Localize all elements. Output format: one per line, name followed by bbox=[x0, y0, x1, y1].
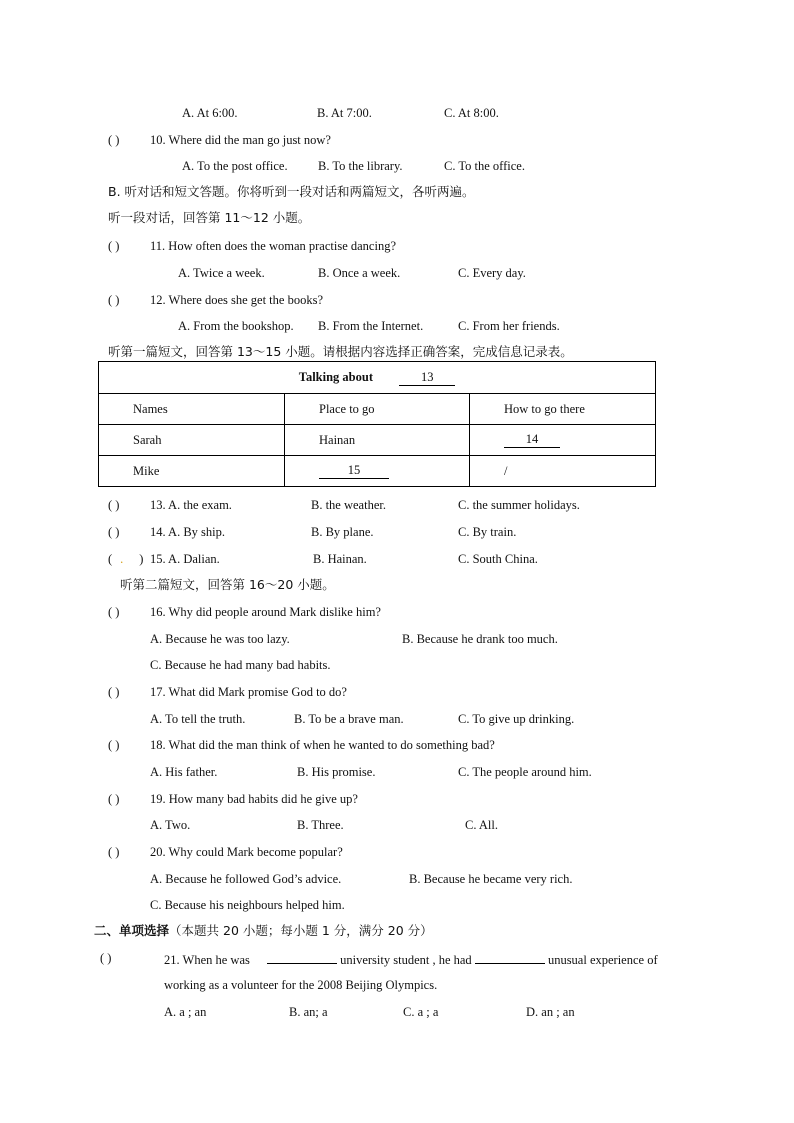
q21-part2: university student , he had bbox=[340, 953, 472, 967]
q19-option-b: B. Three. bbox=[297, 818, 344, 832]
q19-stem: 19. How many bad habits did he give up? bbox=[150, 792, 358, 806]
passage2-intro: 听第二篇短文，回答第 16～20 小题。 bbox=[120, 577, 335, 592]
table-title-blank: 13 bbox=[399, 370, 455, 386]
q20-option-c: C. Because his neighbours helped him. bbox=[150, 898, 345, 912]
q17-option-c: C. To give up drinking. bbox=[458, 712, 575, 726]
q10-option-a: A. To the post office. bbox=[182, 159, 288, 173]
q21-part3: unusual experience of bbox=[547, 953, 658, 967]
q18-option-a: A. His father. bbox=[150, 765, 218, 779]
q11-option-a: A. Twice a week. bbox=[178, 266, 265, 280]
q17-option-a: A. To tell the truth. bbox=[150, 712, 246, 726]
info-record-table bbox=[98, 361, 656, 487]
q11-option-b: B. Once a week. bbox=[318, 266, 401, 280]
q18-option-c: C. The people around him. bbox=[458, 765, 592, 779]
table-title-cell bbox=[99, 362, 656, 394]
q17-option-b: B. To be a brave man. bbox=[294, 712, 404, 726]
q14-option-a: 14. A. By ship. bbox=[150, 525, 226, 539]
q12-option-b: B. From the Internet. bbox=[318, 319, 424, 333]
section2-title: 二、单项选择 bbox=[94, 923, 170, 938]
q12-option-a: A. From the bookshop. bbox=[178, 319, 294, 333]
blank-15: 15 bbox=[319, 463, 389, 479]
q10-answer-blank: ( ) bbox=[108, 133, 120, 147]
row-sarah-name: Sarah bbox=[99, 425, 285, 456]
q19-option-c: C. All. bbox=[465, 818, 498, 832]
q20-option-a: A. Because he followed God’s advice. bbox=[150, 872, 342, 886]
q18-stem: 18. What did the man think of when he wanted to do something bad? bbox=[150, 738, 495, 752]
row-mike-place bbox=[285, 456, 470, 487]
passage1-intro: 听第一篇短文，回答第 13～15 小题。请根据内容选择正确答案，完成信息记录表。 bbox=[108, 344, 573, 359]
q14-option-c: C. By train. bbox=[458, 525, 517, 539]
row-mike-name: Mike bbox=[99, 456, 285, 487]
q21-stem bbox=[164, 950, 658, 968]
q13-option-b: B. the weather. bbox=[311, 498, 386, 512]
header-names: Names bbox=[99, 394, 285, 425]
q13-option-c: C. the summer holidays. bbox=[458, 498, 580, 512]
q10-option-c: C. To the office. bbox=[444, 159, 525, 173]
q12-option-c: C. From her friends. bbox=[458, 319, 560, 333]
q16-option-c: C. Because he had many bad habits. bbox=[150, 658, 331, 672]
q19-answer-blank: ( ) bbox=[108, 792, 120, 806]
q14-option-b: B. By plane. bbox=[311, 525, 374, 539]
q15-answer-blank bbox=[108, 551, 143, 567]
q9-option-b: B. At 7:00. bbox=[317, 106, 372, 120]
q21-option-b: B. an; a bbox=[289, 1005, 328, 1019]
q16-option-b: B. Because he drank too much. bbox=[402, 632, 558, 646]
q11-option-c: C. Every day. bbox=[458, 266, 526, 280]
q11-answer-blank: ( ) bbox=[108, 239, 120, 253]
q21-blank-1 bbox=[267, 950, 337, 964]
row-sarah-how bbox=[470, 425, 656, 456]
q19-option-a: A. Two. bbox=[150, 818, 191, 832]
q20-stem: 20. Why could Mark become popular? bbox=[150, 845, 343, 859]
q15-paren-open: ( bbox=[108, 552, 113, 566]
q21-option-a: A. a ; an bbox=[164, 1005, 207, 1019]
q12-answer-blank: ( ) bbox=[108, 293, 120, 307]
q14-answer-blank: ( ) bbox=[108, 525, 120, 539]
q18-answer-blank: ( ) bbox=[108, 738, 120, 752]
q15-dot-mark: . bbox=[120, 552, 124, 566]
q11-stem: 11. How often does the woman practise dancing? bbox=[150, 239, 396, 253]
q10-stem: 10. Where did the man go just now? bbox=[150, 133, 331, 147]
q16-answer-blank: ( ) bbox=[108, 605, 120, 619]
section-b-title: B. 听对话和短文答题。你将听到一段对话和两篇短文，各听两遍。 bbox=[108, 184, 475, 199]
q18-option-b: B. His promise. bbox=[297, 765, 376, 779]
q17-stem: 17. What did Mark promise God to do? bbox=[150, 685, 347, 699]
table-title: Talking about bbox=[298, 369, 373, 384]
header-how: How to go there bbox=[470, 394, 656, 425]
q16-stem: 16. Why did people around Mark dislike him? bbox=[150, 605, 381, 619]
q15-option-a: 15. A. Dalian. bbox=[150, 552, 220, 566]
dialog-intro: 听一段对话，回答第 11～12 小题。 bbox=[108, 210, 311, 225]
q21-option-c: C. a ; a bbox=[403, 1005, 439, 1019]
section2-heading bbox=[94, 923, 433, 939]
q13-answer-blank: ( ) bbox=[108, 498, 120, 512]
q21-answer-blank: ( ) bbox=[100, 951, 112, 965]
q20-answer-blank: ( ) bbox=[108, 845, 120, 859]
q20-option-b: B. Because he became very rich. bbox=[409, 872, 573, 886]
q12-stem: 12. Where does she get the books? bbox=[150, 293, 323, 307]
section2-note: （本题共 20 小题；每小题 1 分，满分 20 分） bbox=[169, 923, 433, 938]
blank-14: 14 bbox=[504, 432, 560, 448]
q21-option-d: D. an ; an bbox=[526, 1005, 575, 1019]
q15-option-c: C. South China. bbox=[458, 552, 538, 566]
q15-paren-close: ) bbox=[139, 552, 144, 566]
q21-blank-2 bbox=[475, 950, 545, 964]
q15-option-b: B. Hainan. bbox=[313, 552, 367, 566]
q21-stem-line2: working as a volunteer for the 2008 Beijing Olympics. bbox=[164, 978, 438, 992]
row-mike-how: / bbox=[470, 456, 656, 487]
row-sarah-place: Hainan bbox=[285, 425, 470, 456]
q21-part1: 21. When he was bbox=[164, 953, 250, 967]
header-place: Place to go bbox=[285, 394, 470, 425]
q9-option-c: C. At 8:00. bbox=[444, 106, 499, 120]
q17-answer-blank: ( ) bbox=[108, 685, 120, 699]
q16-option-a: A. Because he was too lazy. bbox=[150, 632, 290, 646]
q13-option-a: 13. A. the exam. bbox=[150, 498, 232, 512]
q9-option-a: A. At 6:00. bbox=[182, 106, 238, 120]
q10-option-b: B. To the library. bbox=[318, 159, 403, 173]
